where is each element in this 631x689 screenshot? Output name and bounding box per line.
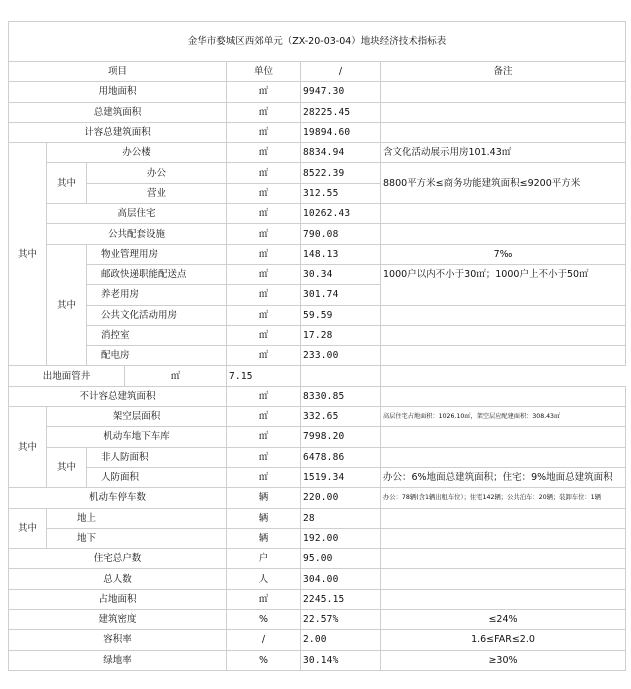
unit-cell: ㎡: [227, 427, 301, 447]
value-cell: 1519.34: [301, 467, 381, 487]
table-row: [9, 143, 626, 163]
remark-cell: [301, 366, 381, 386]
remark-cell: [381, 528, 626, 548]
row-label: 地上: [47, 508, 227, 528]
row-label: 养老用房: [87, 285, 227, 305]
unit-cell: ㎡: [227, 102, 301, 122]
row-label: 总建筑面积: [9, 102, 227, 122]
table-row: [9, 305, 626, 325]
unit-cell: %: [227, 650, 301, 670]
row-label: 占地面积: [9, 589, 227, 609]
value-cell: 7998.20: [301, 427, 381, 447]
value-cell: 301.74: [301, 285, 381, 305]
row-label: 邮政快递职能配送点: [87, 264, 227, 284]
value-cell: 312.55: [301, 183, 381, 203]
remark-cell: [381, 508, 626, 528]
value-cell: 19894.60: [301, 122, 381, 142]
unit-cell: ㎡: [227, 183, 301, 203]
table-row: [9, 467, 626, 487]
value-cell: 30.34: [301, 264, 381, 284]
unit-cell: ㎡: [227, 163, 301, 183]
title-row: [9, 22, 626, 62]
remark-cell: 1.6≤FAR≤2.0: [381, 630, 626, 650]
unit-cell: ㎡: [227, 143, 301, 163]
unit-cell: ㎡: [227, 264, 301, 284]
table-row: [9, 427, 626, 447]
table-row: [9, 386, 626, 406]
table-row: [9, 244, 626, 264]
row-label: 办公楼: [47, 143, 227, 163]
remark-cell: ≤24%: [381, 610, 626, 630]
row-label: 计容总建筑面积: [9, 122, 227, 142]
value-cell: 8330.85: [301, 386, 381, 406]
remark-cell: [381, 447, 626, 467]
value-cell: 148.13: [301, 244, 381, 264]
group-label-qizhong: 其中: [9, 143, 47, 366]
unit-cell: /: [227, 630, 301, 650]
group-label-qizhong: 其中: [47, 244, 87, 366]
row-label: 配电房: [87, 346, 227, 366]
table-row: [9, 569, 626, 589]
row-label: 高层住宅: [47, 204, 227, 224]
remark-cell: [381, 122, 626, 142]
value-cell: 8522.39: [301, 163, 381, 183]
row-label: 办公: [87, 163, 227, 183]
row-label: 机动车地下车库: [47, 427, 227, 447]
value-cell: 304.00: [301, 569, 381, 589]
unit-cell: ㎡: [125, 366, 227, 386]
unit-cell: ㎡: [227, 82, 301, 102]
remark-cell: 含文化活动展示用房101.43㎡: [381, 143, 626, 163]
row-label: 地下: [47, 528, 227, 548]
remark-cell: 1000户以内不小于30㎡；1000户上不小于50㎡: [381, 264, 626, 305]
value-cell: 332.65: [301, 407, 381, 427]
row-label: 消控室: [87, 325, 227, 345]
remark-cell: [381, 346, 626, 366]
remark-cell: 高层住宅占地面积：1026.10㎡，架空层应配建面积：308.43㎡: [381, 407, 626, 427]
remark-cell: 8800平方米≤商务功能建筑面积≤9200平方米: [381, 163, 626, 204]
group-label-qizhong: 其中: [9, 508, 47, 549]
row-label: 建筑密度: [9, 610, 227, 630]
table-row: [9, 346, 626, 366]
table-title: 金华市婺城区西郊单元（ZX-20-03-04）地块经济技术指标表: [9, 22, 626, 62]
remark-cell: [381, 305, 626, 325]
unit-cell: 人: [227, 569, 301, 589]
unit-cell: 户: [227, 549, 301, 569]
unit-cell: ㎡: [227, 589, 301, 609]
table-row: [9, 325, 626, 345]
value-cell: 6478.86: [301, 447, 381, 467]
table-row: [9, 610, 626, 630]
remark-cell: [381, 569, 626, 589]
header-remark: 备注: [381, 62, 626, 82]
remark-cell: 办公：78辆(含1辆出租车位）；住宅142辆；公共泊车：20辆；装卸车位：1辆: [381, 488, 626, 508]
unit-cell: ㎡: [227, 285, 301, 305]
unit-cell: ㎡: [227, 244, 301, 264]
table-row: [9, 163, 626, 183]
table-row: [9, 224, 626, 244]
value-cell: 220.00: [301, 488, 381, 508]
value-cell: 10262.43: [301, 204, 381, 224]
group-label-qizhong: 其中: [47, 447, 87, 488]
unit-cell: ㎡: [227, 122, 301, 142]
row-label: 公共配套设施: [47, 224, 227, 244]
remark-cell: 7‰: [381, 244, 626, 264]
remark-cell: [381, 427, 626, 447]
unit-cell: ㎡: [227, 305, 301, 325]
row-label: 容积率: [9, 630, 227, 650]
unit-cell: %: [227, 610, 301, 630]
table-row: [9, 122, 626, 142]
table-row: [9, 508, 626, 528]
remark-cell: [381, 325, 626, 345]
row-label: 人防面积: [87, 467, 227, 487]
unit-cell: ㎡: [227, 447, 301, 467]
value-cell: 30.14%: [301, 650, 381, 670]
remark-cell: [381, 204, 626, 224]
remark-cell: [381, 589, 626, 609]
value-cell: 28: [301, 508, 381, 528]
unit-cell: ㎡: [227, 467, 301, 487]
remark-cell: 办公：6%地面总建筑面积；住宅：9%地面总建筑面积: [381, 467, 626, 487]
row-label: 住宅总户数: [9, 549, 227, 569]
unit-cell: 辆: [227, 528, 301, 548]
row-label: 架空层面积: [47, 407, 227, 427]
unit-cell: ㎡: [227, 407, 301, 427]
table-row: [9, 82, 626, 102]
header-row: [9, 62, 626, 82]
remark-cell: [381, 224, 626, 244]
value-cell: 95.00: [301, 549, 381, 569]
group-label-qizhong: 其中: [9, 407, 47, 488]
value-cell: 790.08: [301, 224, 381, 244]
row-label: 公共文化活动用房: [87, 305, 227, 325]
remark-cell: [381, 386, 626, 406]
value-cell: 17.28: [301, 325, 381, 345]
unit-cell: ㎡: [227, 386, 301, 406]
row-label: 用地面积: [9, 82, 227, 102]
remark-cell: ≥30%: [381, 650, 626, 670]
value-cell: 59.59: [301, 305, 381, 325]
row-label: 机动车停车数: [9, 488, 227, 508]
table-row: [9, 264, 626, 284]
table-row: [9, 366, 626, 386]
indicator-table: [8, 21, 626, 671]
row-label: 非人防面积: [87, 447, 227, 467]
value-cell: 233.00: [301, 346, 381, 366]
value-cell: 7.15: [227, 366, 301, 386]
row-label: 营业: [87, 183, 227, 203]
row-label: 不计容总建筑面积: [9, 386, 227, 406]
value-cell: 9947.30: [301, 82, 381, 102]
value-cell: 192.00: [301, 528, 381, 548]
table-row: [9, 407, 626, 427]
unit-cell: 辆: [227, 508, 301, 528]
value-cell: 8834.94: [301, 143, 381, 163]
unit-cell: 辆: [227, 488, 301, 508]
row-label: 出地面管井: [9, 366, 125, 386]
unit-cell: ㎡: [227, 224, 301, 244]
table-row: [9, 650, 626, 670]
header-unit: 单位: [227, 62, 301, 82]
row-label: 绿地率: [9, 650, 227, 670]
row-label: 总人数: [9, 569, 227, 589]
table-row: [9, 528, 626, 548]
value-cell: 28225.45: [301, 102, 381, 122]
remark-cell: [381, 549, 626, 569]
value-cell: 2245.15: [301, 589, 381, 609]
unit-cell: ㎡: [227, 325, 301, 345]
table-row: [9, 589, 626, 609]
table-row: [9, 549, 626, 569]
unit-cell: ㎡: [227, 204, 301, 224]
remark-cell: [381, 82, 626, 102]
row-label: 物业管理用房: [87, 244, 227, 264]
table-row: [9, 447, 626, 467]
group-label-qizhong: 其中: [47, 163, 87, 204]
table-row: [9, 488, 626, 508]
table-row: [9, 102, 626, 122]
header-value: /: [301, 62, 381, 82]
unit-cell: ㎡: [227, 346, 301, 366]
remark-cell: [381, 102, 626, 122]
header-item: 项目: [9, 62, 227, 82]
table-row: [9, 204, 626, 224]
value-cell: 22.57%: [301, 610, 381, 630]
value-cell: 2.00: [301, 630, 381, 650]
table-row: [9, 630, 626, 650]
